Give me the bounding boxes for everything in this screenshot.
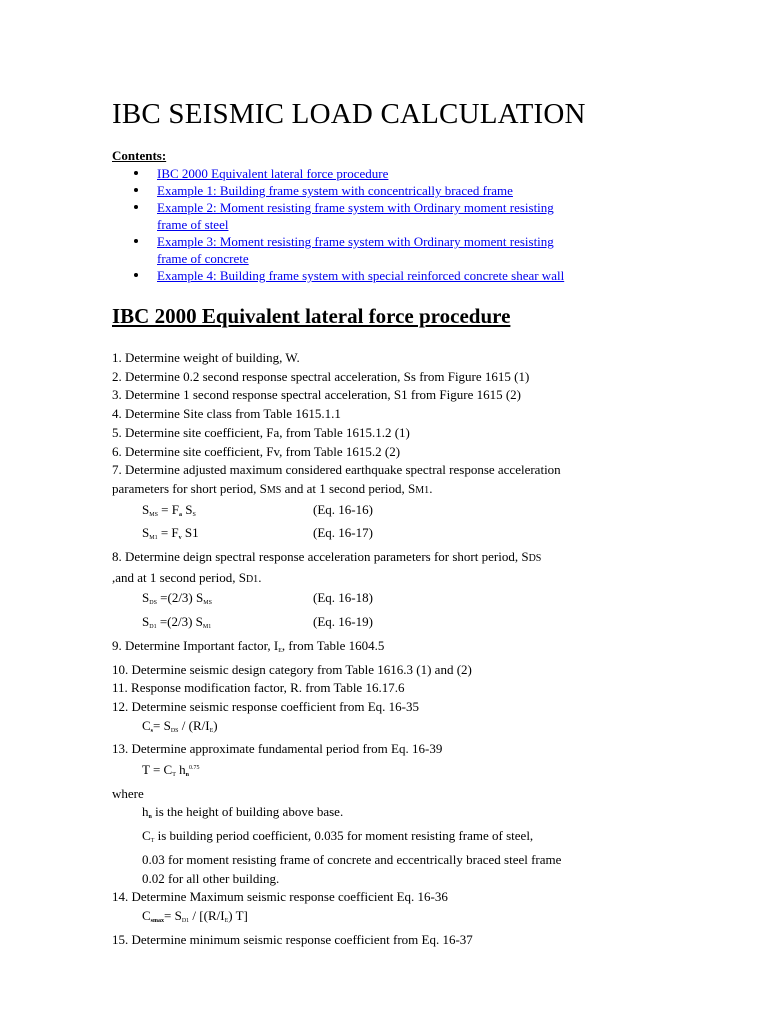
step-1: 1. Determine weight of building, W. bbox=[112, 350, 300, 365]
text: / (R/I bbox=[178, 717, 210, 733]
step-5: 5. Determine site coefficient, Fa, from Table 1615.1.2 (1) bbox=[112, 424, 410, 440]
equation-16-36 bbox=[112, 907, 652, 931]
text: 0.75 bbox=[188, 765, 200, 772]
text: E bbox=[209, 727, 214, 734]
step-3: 3. Determine 1 second response spectral acceleration, S1 from Figure 1615 (2) bbox=[112, 387, 522, 403]
step-8-continued bbox=[112, 569, 652, 590]
text: =(2/3) S bbox=[156, 614, 203, 630]
text: T = C bbox=[142, 762, 173, 778]
text: C bbox=[142, 717, 151, 733]
text: T bbox=[150, 838, 155, 845]
step-11: 11. Response modification factor, R. from Table 16.17.6 bbox=[112, 680, 405, 696]
text: 9. Determine Important factor, I bbox=[112, 637, 279, 653]
where-ct-concrete: 0.03 for moment resisting frame of concrete and eccentrically braced steel frame bbox=[142, 851, 562, 867]
text: S bbox=[142, 590, 150, 606]
text: ) bbox=[213, 717, 218, 733]
equation-lhs bbox=[142, 589, 313, 613]
text: MS bbox=[203, 600, 212, 607]
text: . bbox=[429, 480, 433, 496]
text: parameters for short period, S bbox=[112, 480, 267, 496]
equation-16-35 bbox=[112, 717, 652, 741]
text: S bbox=[142, 501, 150, 517]
text: DS bbox=[528, 553, 542, 565]
text: M1 bbox=[415, 484, 430, 496]
text: a bbox=[178, 511, 182, 518]
toc-item bbox=[157, 267, 652, 284]
text: = S bbox=[153, 717, 171, 733]
text: S bbox=[181, 501, 193, 517]
text: M1 bbox=[202, 624, 212, 631]
where-label: where bbox=[112, 785, 144, 801]
text: S bbox=[181, 525, 193, 541]
toc-link-procedure[interactable]: IBC 2000 Equivalent lateral force procedure bbox=[157, 166, 389, 181]
text: smax bbox=[150, 917, 165, 924]
text: D1 bbox=[149, 624, 157, 631]
text: is building period coefficient, 0.035 for moment resisting frame of steel, bbox=[154, 828, 534, 844]
text: E bbox=[278, 647, 282, 654]
text: D1 bbox=[245, 573, 259, 585]
text: C bbox=[142, 907, 151, 923]
equation-lhs bbox=[142, 613, 313, 637]
text: M1 bbox=[149, 535, 158, 542]
toc-link-example-2[interactable] bbox=[157, 200, 554, 232]
section-heading: IBC 2000 Equivalent lateral force procedure bbox=[112, 304, 511, 328]
equation-ref: (Eq. 16-18) bbox=[313, 590, 373, 606]
text: = S bbox=[164, 907, 182, 923]
text: C bbox=[142, 828, 151, 844]
text: and at 1 second period, S bbox=[281, 480, 416, 496]
step-4: 4. Determine Site class from Table 1615.1.1 bbox=[112, 406, 341, 422]
document-title: IBC SEISMIC LOAD CALCULATION bbox=[112, 98, 586, 130]
text: ,and at 1 second period, S bbox=[112, 569, 246, 585]
text: n bbox=[185, 772, 189, 779]
toc-item bbox=[157, 199, 652, 233]
equation-16-19 bbox=[112, 613, 652, 637]
document-page bbox=[112, 94, 652, 949]
text: . bbox=[258, 569, 262, 585]
text: DS bbox=[149, 600, 157, 607]
where-ct-other: 0.02 for all other building. bbox=[142, 870, 280, 886]
step-7: 7. Determine adjusted maximum considered earthquake spectral response acceleration bbox=[112, 462, 561, 478]
step-14: 14. Determine Maximum seismic response coefficient Eq. 16-36 bbox=[112, 889, 448, 905]
text: / [(R/I bbox=[189, 907, 225, 923]
where-hn bbox=[112, 803, 652, 827]
step-15: 15. Determine minimum seismic response coefficient from Eq. 16-37 bbox=[112, 931, 473, 947]
toc-link-text: frame of concrete bbox=[157, 251, 249, 266]
step-10: 10. Determine seismic design category from Table 1616.3 (1) and (2) bbox=[112, 661, 472, 677]
equation-16-17 bbox=[112, 524, 652, 548]
text: E bbox=[224, 917, 229, 924]
table-of-contents bbox=[112, 165, 652, 284]
text: =(2/3) S bbox=[156, 590, 204, 606]
where-ct bbox=[112, 827, 652, 851]
step-13: 13. Determine approximate fundamental period from Eq. 16-39 bbox=[112, 741, 443, 757]
text: s bbox=[150, 727, 154, 734]
toc-link-text: Example 2: Moment resisting frame system with Ordinary moment resisting bbox=[157, 200, 554, 215]
text: MS bbox=[149, 511, 158, 518]
toc-link-example-4[interactable]: Example 4: Building frame system with special reinforced concrete shear wall bbox=[157, 268, 565, 283]
text: S bbox=[192, 511, 196, 518]
toc-link-example-1[interactable]: Example 1: Building frame system with concentrically braced frame bbox=[157, 183, 513, 198]
step-2: 2. Determine 0.2 second response spectral acceleration, Ss from Figure 1615 (1) bbox=[112, 368, 530, 384]
equation-lhs bbox=[142, 501, 313, 525]
equation-lhs bbox=[142, 524, 313, 548]
text: = F bbox=[157, 501, 179, 517]
toc-item bbox=[157, 233, 652, 267]
text: v bbox=[178, 535, 182, 542]
text: = F bbox=[157, 525, 179, 541]
text: MS bbox=[266, 484, 282, 496]
text: , from Table 1604.5 bbox=[281, 637, 385, 653]
text: 8. Determine deign spectral response acceleration parameters for short period, S bbox=[112, 549, 529, 565]
text: ) T] bbox=[228, 907, 248, 923]
procedure-steps bbox=[112, 349, 652, 949]
toc-item bbox=[157, 165, 652, 182]
step-6: 6. Determine site coefficient, Fv, from Table 1615.2 (2) bbox=[112, 443, 401, 459]
step-9 bbox=[112, 637, 652, 661]
step-7-continued bbox=[112, 480, 652, 501]
toc-link-text: frame of steel bbox=[157, 217, 229, 232]
equation-16-39 bbox=[112, 759, 652, 785]
text: 1 bbox=[192, 525, 199, 541]
equation-ref: (Eq. 16-16) bbox=[313, 501, 373, 517]
contents-label: Contents: bbox=[112, 148, 167, 163]
text: h bbox=[175, 762, 186, 778]
equation-16-16 bbox=[112, 501, 652, 525]
text: D1 bbox=[181, 917, 190, 924]
text: h bbox=[142, 804, 149, 820]
toc-link-text: Example 3: Moment resisting frame system with Ordinary moment resisting bbox=[157, 234, 554, 249]
text: is the height of building above base. bbox=[151, 804, 344, 820]
text: T bbox=[172, 772, 176, 779]
toc-link-example-3[interactable] bbox=[157, 234, 554, 266]
text: n bbox=[148, 814, 152, 821]
equation-ref: (Eq. 16-19) bbox=[313, 614, 373, 630]
text: S bbox=[142, 525, 150, 541]
text: DS bbox=[170, 727, 179, 734]
equation-16-18 bbox=[112, 589, 652, 613]
step-8 bbox=[112, 548, 652, 569]
step-12: 12. Determine seismic response coefficient from Eq. 16-35 bbox=[112, 698, 419, 714]
text: S bbox=[142, 614, 150, 630]
equation-ref: (Eq. 16-17) bbox=[313, 525, 373, 541]
toc-item bbox=[157, 182, 652, 199]
